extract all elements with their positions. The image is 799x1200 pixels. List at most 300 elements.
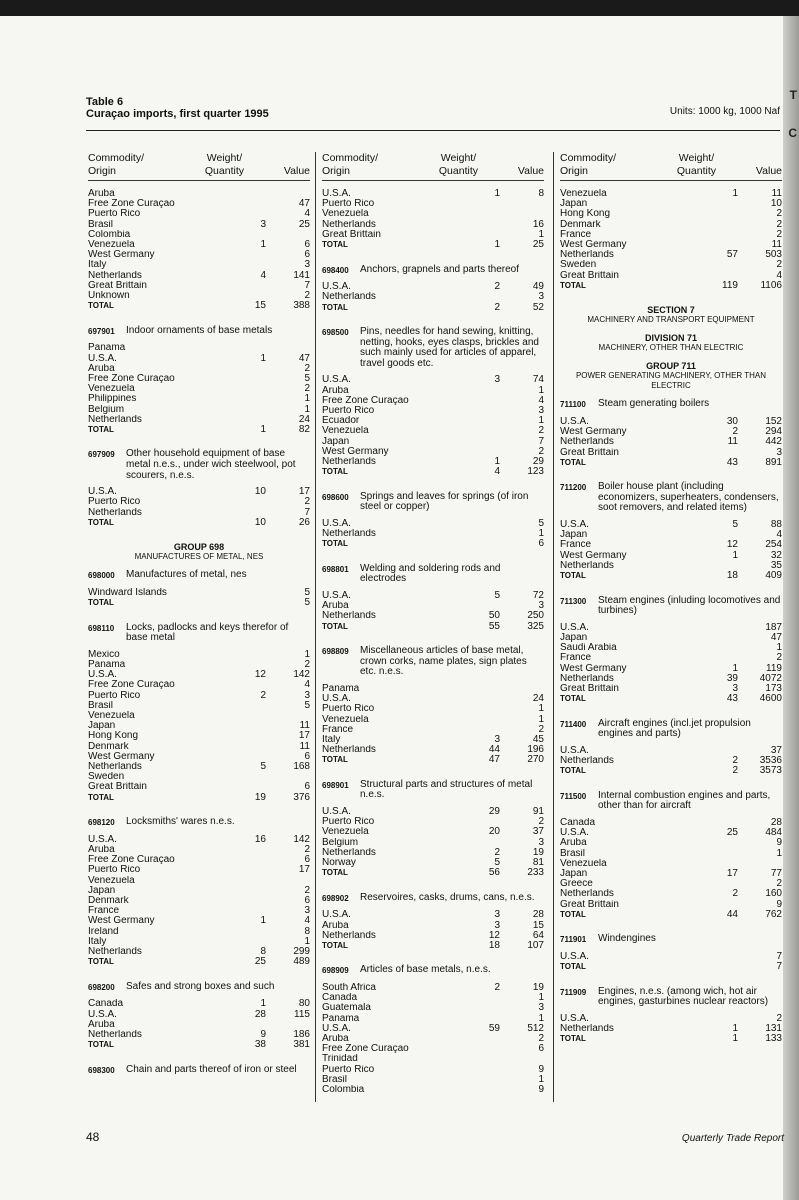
origin-name: Brasil	[88, 700, 114, 711]
table-row	[88, 660, 310, 670]
origin-name: Puerto Rico	[88, 209, 141, 220]
table-row	[560, 952, 782, 962]
table-row	[322, 519, 544, 529]
value-cell: 3573	[759, 765, 782, 777]
origin-name: Brasil	[322, 1074, 348, 1085]
origin-name: U.S.A.	[322, 694, 351, 705]
value-cell: 1	[304, 935, 310, 947]
value-cell: 9	[538, 1084, 544, 1096]
value-cell: 2	[304, 843, 310, 855]
value-cell: 4	[304, 915, 310, 927]
value-cell: 2	[538, 816, 544, 828]
quantity-cell	[226, 711, 266, 721]
value-cell: 82	[298, 423, 310, 435]
value-label: Value	[517, 165, 544, 177]
spacer	[560, 920, 782, 926]
quantity-cell: 2	[494, 846, 500, 858]
group-subtitle: POWER GENERATING MACHINERY, OTHER THAN ELECTRIC	[575, 371, 767, 391]
table-row	[88, 1010, 310, 1020]
value-cell: 2	[776, 208, 782, 220]
spacer	[88, 609, 310, 615]
quantity-cell: 15	[254, 300, 266, 312]
value-cell: 7	[538, 435, 544, 447]
commodity-code: 698809	[322, 647, 349, 657]
table-row	[322, 416, 544, 426]
column-header	[88, 152, 310, 180]
total-label: TOTAL	[88, 424, 114, 434]
table-column-3	[560, 152, 782, 1051]
commodity-code: 698801	[322, 564, 349, 574]
quantity-cell	[460, 386, 500, 396]
quantity-cell: 9	[260, 1028, 266, 1040]
value-cell: 6	[304, 249, 310, 261]
origin-name: Aruba	[322, 385, 349, 396]
origin-name: Greece	[560, 879, 593, 890]
quantity-cell	[226, 364, 266, 374]
quantity-cell: 18	[726, 570, 738, 582]
value-cell: 3	[304, 689, 310, 701]
table-row	[88, 772, 310, 782]
group-subtitle: MACHINERY, OTHER THAN ELECTRIC	[598, 343, 744, 353]
value-cell: 187	[765, 621, 782, 633]
value-cell: 1	[538, 1012, 544, 1024]
group-title: DIVISION 71	[644, 333, 698, 344]
origin-name: Netherlands	[88, 947, 142, 957]
quantity-cell: 19	[254, 791, 266, 803]
value-cell: 254	[765, 539, 782, 551]
commodity-label: Commodity/	[560, 152, 617, 164]
origin-name: Puerto Rico	[322, 406, 375, 416]
value-cell: 152	[765, 415, 782, 427]
origin-name: Venezuela	[560, 189, 607, 199]
value-label: Value	[755, 165, 782, 177]
origin-name: Aruba	[88, 189, 115, 199]
table-row	[322, 983, 544, 993]
total-row	[560, 1034, 782, 1045]
origin-name: Venezuela	[560, 858, 607, 869]
origin-name: West Germany	[88, 916, 155, 927]
table-row	[88, 250, 310, 260]
commodity-code: 698300	[88, 1065, 115, 1075]
origin-name: Netherlands	[88, 1029, 142, 1040]
total-label: TOTAL	[560, 280, 586, 290]
origin-name: West Germany	[560, 240, 627, 251]
origin-name: Philippines	[88, 394, 137, 405]
value-cell: 81	[532, 857, 544, 869]
table-row	[88, 650, 310, 660]
quantity-cell: 2	[494, 301, 500, 313]
total-label: TOTAL	[560, 571, 586, 581]
commodity-origin-header	[560, 152, 616, 178]
spacer	[88, 435, 310, 441]
origin-name: Netherlands	[560, 250, 614, 261]
quantity-cell: 3	[494, 909, 500, 921]
table-row	[322, 1034, 544, 1044]
origin-name: Venezuela	[88, 875, 135, 886]
spacer	[88, 528, 310, 534]
quantity-cell	[226, 772, 266, 782]
quantity-cell	[460, 1044, 500, 1054]
total-row	[322, 539, 544, 550]
origin-name: Netherlands	[322, 292, 376, 303]
quantity-cell	[698, 952, 738, 962]
value-cell: 5	[304, 699, 310, 711]
quantity-cell	[460, 529, 500, 539]
table-title-block	[86, 96, 269, 120]
quantity-cell: 43	[726, 456, 738, 468]
table-row	[322, 858, 544, 868]
quantity-cell	[460, 426, 500, 436]
quantity-cell: 1	[494, 239, 500, 251]
table-row	[322, 1085, 544, 1095]
table-row	[88, 291, 310, 301]
commodity-code: 698000	[88, 571, 115, 581]
table-row	[322, 807, 544, 817]
value-cell: 762	[765, 908, 782, 920]
value-cell: 6	[538, 1043, 544, 1055]
quantity-cell	[226, 497, 266, 507]
quantity-cell: 2	[732, 888, 738, 900]
origin-name: Puerto Rico	[88, 690, 141, 701]
quantity-cell	[226, 374, 266, 384]
quantity-cell	[226, 250, 266, 260]
table-row	[560, 756, 782, 766]
table-row	[560, 859, 782, 869]
spacer	[322, 951, 544, 957]
quantity-cell	[226, 865, 266, 875]
origin-name: Netherlands	[322, 457, 376, 468]
origin-name: U.S.A.	[560, 520, 589, 531]
table-row	[88, 508, 310, 518]
weight-label: Weight/	[206, 152, 243, 164]
value-cell: 1	[538, 228, 544, 240]
commodity-heading	[560, 934, 782, 946]
value-cell: 1	[538, 1073, 544, 1085]
quantity-cell: 5	[494, 857, 500, 869]
quantity-cell: 3	[494, 733, 500, 745]
quantity-cell: 3	[260, 218, 266, 230]
table-row	[88, 220, 310, 230]
origin-name: Netherlands	[560, 1023, 614, 1034]
origin-name: Puerto Rico	[88, 865, 141, 876]
quantity-cell: 10	[254, 486, 266, 498]
table-row	[560, 633, 782, 643]
value-cell: 49	[532, 281, 544, 293]
quantity-cell	[460, 220, 500, 230]
quantity-cell	[226, 394, 266, 404]
quantity-cell: 12	[488, 929, 500, 941]
value-cell: 5	[304, 597, 310, 609]
value-cell: 1	[776, 642, 782, 654]
value-cell: 1	[304, 403, 310, 415]
value-cell: 6	[304, 854, 310, 866]
origin-name: U.S.A.	[88, 487, 117, 498]
origin-name: Venezuela	[88, 384, 135, 395]
quantity-cell: 55	[488, 620, 500, 632]
total-label: TOTAL	[88, 1040, 114, 1050]
quantity-cell: 3	[494, 919, 500, 931]
total-label: TOTAL	[560, 909, 586, 919]
quantity-label: Quantity	[204, 165, 244, 177]
group-heading	[560, 305, 782, 325]
value-cell: 891	[765, 456, 782, 468]
quantity-cell: 44	[488, 744, 500, 756]
table-row	[88, 916, 310, 926]
table-row	[88, 271, 310, 281]
table-row	[560, 520, 782, 530]
table-row	[560, 551, 782, 561]
table-row	[322, 386, 544, 396]
origin-name: Venezuela	[88, 711, 135, 722]
value-cell: 294	[765, 426, 782, 438]
table-row	[88, 782, 310, 792]
table-row	[560, 1014, 782, 1024]
value-cell: 72	[532, 590, 544, 601]
value-cell: 142	[293, 669, 310, 681]
commodity-description: Locksmiths' wares n.e.s.	[126, 816, 235, 828]
value-cell: 45	[532, 733, 544, 745]
quantity-cell	[460, 519, 500, 529]
commodity-description: Internal combustion engines and parts, other than for aircraft	[598, 789, 771, 812]
commodity-description: Windengines	[598, 933, 656, 945]
value-cell: 123	[527, 466, 544, 478]
value-cell: 186	[293, 1028, 310, 1040]
table-row	[88, 343, 310, 353]
quantity-cell	[698, 838, 738, 848]
table-row	[88, 876, 310, 886]
table-row	[322, 230, 544, 240]
table-row	[322, 611, 544, 621]
total-label: TOTAL	[322, 302, 348, 312]
value-cell: 91	[532, 806, 544, 817]
value-cell: 28	[770, 816, 782, 828]
group-heading	[88, 542, 310, 562]
origin-name: Trinidad	[322, 1054, 358, 1065]
table-row	[560, 230, 782, 240]
total-row	[322, 868, 544, 879]
origin-name: Free Zone Curaçao	[322, 1044, 409, 1055]
origin-name: Canada	[88, 999, 124, 1010]
commodity-description: Locks, padlocks and keys therefor of base metal	[126, 621, 289, 644]
commodity-code: 711901	[560, 935, 587, 945]
value-cell: 3	[538, 1002, 544, 1014]
quantity-cell	[460, 1054, 500, 1064]
value-cell: 11	[299, 740, 310, 752]
quantity-cell	[460, 694, 500, 704]
origin-name: Venezuela	[322, 714, 369, 725]
value-cell: 2	[776, 228, 782, 240]
origin-name: Aruba	[88, 363, 115, 374]
quantity-cell: 8	[260, 946, 266, 957]
value-cell: 3	[304, 259, 310, 271]
value-cell: 325	[527, 620, 544, 632]
value-cell: 7	[304, 506, 310, 518]
value-cell: 15	[532, 919, 544, 931]
quantity-cell	[226, 199, 266, 209]
value-cell: 17	[298, 730, 310, 742]
commodity-code: 697909	[88, 450, 115, 460]
value-cell	[266, 230, 310, 240]
origin-name: Puerto Rico	[322, 817, 375, 828]
quantity-cell: 4	[494, 466, 500, 478]
total-label: TOTAL	[560, 694, 586, 704]
value-cell: 1	[538, 713, 544, 725]
table-row	[88, 394, 310, 404]
table-row	[88, 680, 310, 690]
quantity-cell: 5	[732, 519, 738, 531]
total-label: TOTAL	[88, 792, 114, 802]
origin-name: U.S.A.	[560, 951, 589, 962]
table-row	[560, 653, 782, 663]
quantity-cell	[226, 731, 266, 741]
table-row	[322, 406, 544, 416]
quantity-cell: 20	[488, 826, 500, 838]
origin-name: Hong Kong	[560, 209, 611, 220]
spacer	[322, 632, 544, 638]
quantity-cell	[460, 715, 500, 725]
table-row	[88, 670, 310, 680]
origin-name: Great Brittain	[560, 899, 619, 910]
value-cell: 2	[304, 362, 310, 374]
quantity-cell	[460, 199, 500, 209]
quantity-cell: 50	[488, 610, 500, 622]
quantity-cell	[460, 437, 500, 447]
spacer	[88, 968, 310, 974]
total-label: TOTAL	[88, 957, 114, 967]
value-cell: 6	[304, 781, 310, 793]
table-row	[88, 731, 310, 741]
value-cell: 88	[770, 519, 782, 531]
table-row	[322, 745, 544, 755]
quantity-cell	[460, 993, 500, 1003]
commodity-code: 698902	[322, 893, 349, 903]
value-cell: 3	[776, 446, 782, 458]
quantity-cell	[226, 886, 266, 896]
origin-name: West Germany	[560, 663, 627, 674]
commodity-heading	[322, 780, 544, 801]
table-row	[88, 588, 310, 598]
commodity-description: Steam engines (inluding locomotives and turbines)	[598, 594, 781, 617]
spacer	[322, 478, 544, 484]
value-cell	[266, 343, 310, 353]
value-cell: 376	[293, 791, 310, 803]
origin-name: Netherlands	[560, 673, 614, 684]
table-row	[322, 396, 544, 406]
value-cell: 5	[304, 372, 310, 384]
quantity-cell	[698, 623, 738, 633]
origin-name: Japan	[560, 632, 588, 643]
value-cell	[266, 876, 310, 886]
quantity-cell: 2	[494, 982, 500, 994]
total-label: TOTAL	[560, 1034, 586, 1044]
spacer	[88, 803, 310, 809]
table-row	[560, 869, 782, 879]
table-row	[88, 240, 310, 250]
quantity-cell	[460, 292, 500, 302]
total-row	[560, 281, 782, 292]
total-row	[322, 622, 544, 633]
origin-label: Origin	[88, 165, 117, 177]
commodity-origin-header	[322, 152, 378, 178]
value-cell	[266, 772, 310, 782]
table-row	[322, 1054, 544, 1064]
value-cell: 4	[304, 679, 310, 691]
column-header	[560, 152, 782, 180]
value-cell: 299	[293, 946, 310, 957]
value-cell: 196	[527, 744, 544, 756]
table-row	[322, 601, 544, 611]
origin-name: U.S.A.	[322, 375, 351, 386]
units-note: Units: 1000 kg, 1000 Naf	[669, 106, 780, 117]
table-row	[560, 879, 782, 889]
table-row	[560, 417, 782, 427]
table-row	[88, 364, 310, 374]
scan-top-border	[0, 0, 799, 16]
origin-name: Italy	[88, 260, 107, 271]
origin-name: Sweden	[88, 772, 125, 783]
value-cell: 37	[770, 744, 782, 756]
group-subtitle: MANUFACTURES OF METAL, NES	[134, 552, 264, 562]
table-row	[322, 426, 544, 436]
commodity-code: 698901	[322, 780, 349, 790]
quantity-cell: 2	[732, 755, 738, 767]
quantity-cell: 17	[726, 867, 738, 879]
quantity-cell: 2	[732, 426, 738, 438]
value-cell: 160	[765, 888, 782, 900]
table-row	[560, 623, 782, 633]
value-cell: 3	[304, 905, 310, 917]
value-cell: 489	[293, 956, 310, 968]
total-row	[560, 910, 782, 921]
value-cell: 9	[776, 837, 782, 849]
table-row	[88, 896, 310, 906]
origin-name: South Africa	[322, 983, 376, 994]
quantity-cell	[226, 598, 266, 609]
commodity-heading	[88, 570, 310, 582]
value-cell: 11	[771, 239, 782, 251]
quantity-cell	[226, 588, 266, 598]
quantity-cell	[226, 896, 266, 906]
table-row	[322, 447, 544, 457]
value-cell: 512	[527, 1022, 544, 1034]
origin-name: Canada	[560, 817, 596, 828]
value-cell: 6	[304, 750, 310, 762]
value-cell: 442	[765, 436, 782, 448]
origin-name: Venezuela	[322, 827, 369, 838]
origin-name: Colombia	[322, 1085, 365, 1096]
total-label: TOTAL	[322, 467, 348, 477]
table-row	[88, 230, 310, 240]
table-row	[88, 1020, 310, 1030]
commodity-heading	[88, 326, 310, 338]
origin-name: U.S.A.	[88, 834, 117, 845]
origin-name: Free Zone Curaçao	[322, 395, 409, 406]
origin-name: Brasil	[560, 848, 586, 859]
table-row	[322, 694, 544, 704]
quantity-cell: 38	[254, 1039, 266, 1051]
quantity-cell	[460, 1065, 500, 1075]
total-label: TOTAL	[88, 517, 114, 527]
value-cell: 17	[298, 864, 310, 876]
value-cell: 141	[293, 269, 310, 281]
quantity-cell: 3	[732, 682, 738, 694]
value-cell: 503	[765, 249, 782, 261]
commodity-heading	[560, 399, 782, 411]
table-row	[322, 910, 544, 920]
value-cell	[500, 1054, 544, 1064]
table-row	[88, 691, 310, 701]
quantity-cell: 29	[488, 806, 500, 817]
